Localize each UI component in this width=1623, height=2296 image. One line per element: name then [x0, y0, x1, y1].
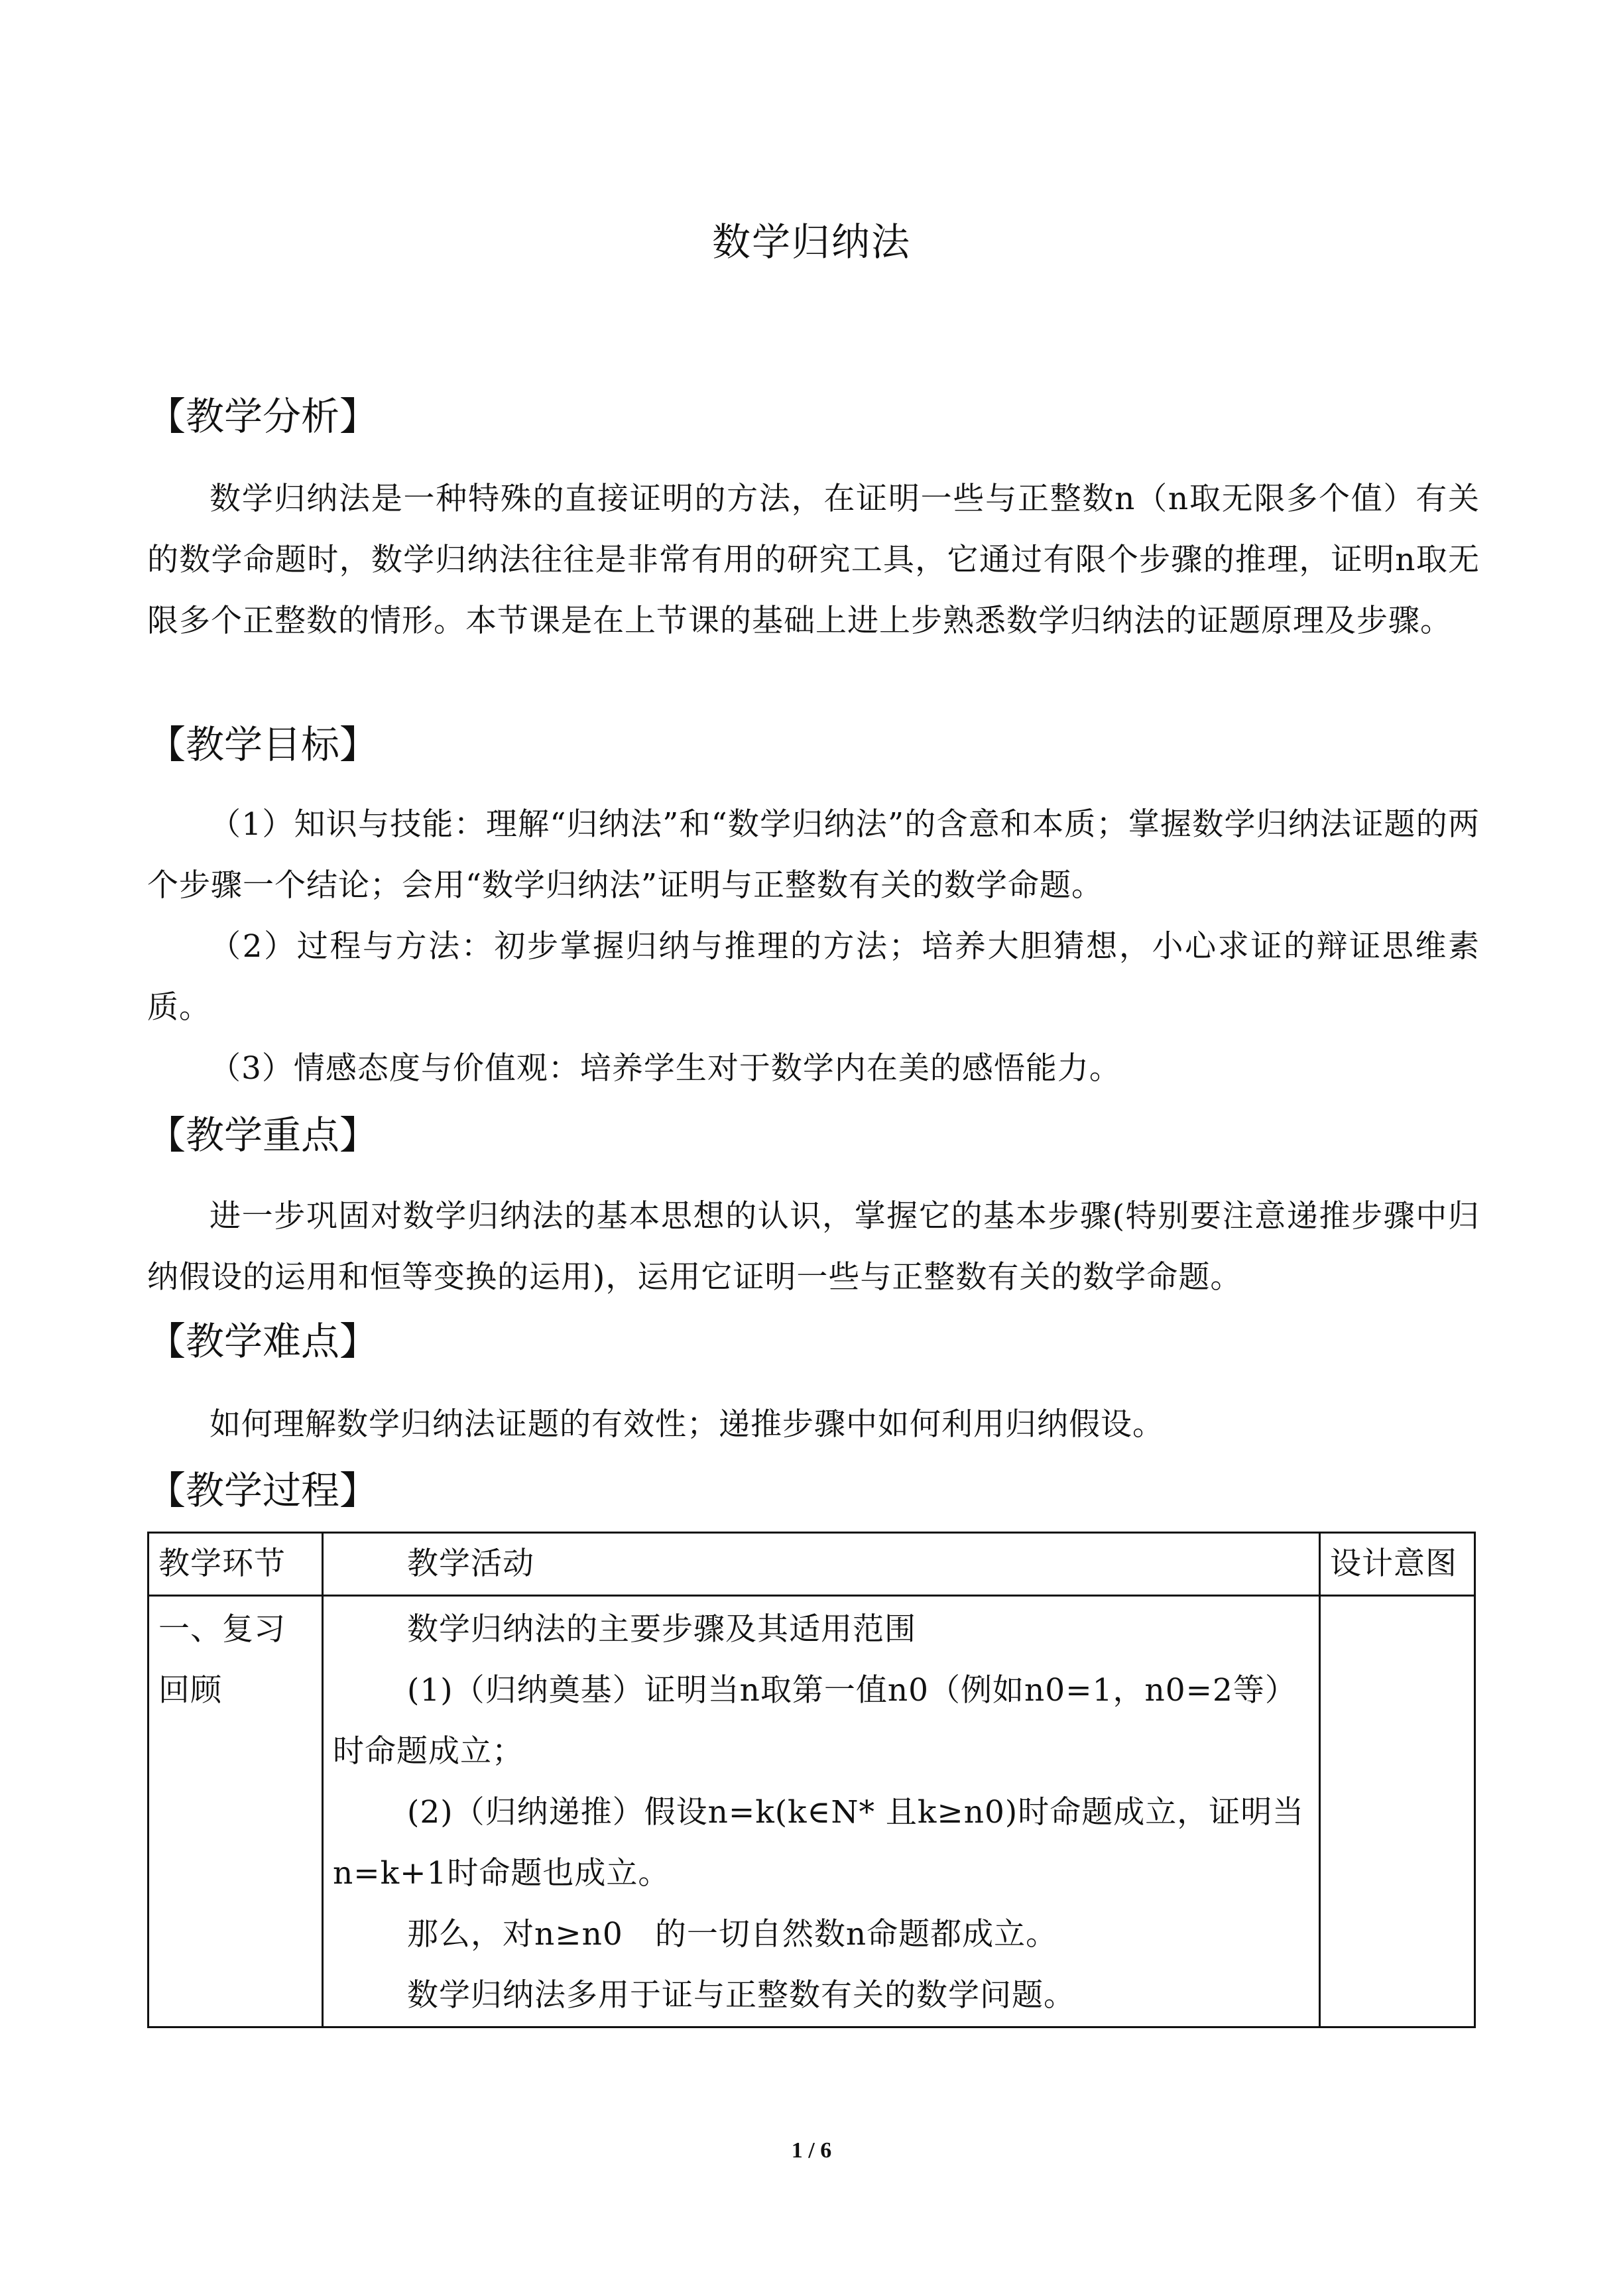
header-activity — [323, 1533, 1320, 1596]
difficulties-text: 如何理解数学归纳法证题的有效性；递推步骤中如何利用归纳假设。 — [210, 1406, 1164, 1443]
page-number: 1 / 6 — [791, 2138, 832, 2163]
table-row — [149, 1596, 1475, 2027]
heading-difficulties: 【教学难点】 — [147, 1319, 379, 1364]
activity-line: (2)（归纳递推）假设n=k(k∈N* 且k≥n0)时命题成立，证明当n=k+1时命题也成立。 — [333, 1794, 1305, 1892]
objective-item: （2）过程与方法：初步掌握归纳与推理的方法；培养大胆猜想，小心求证的辩证思维素质。 — [147, 928, 1480, 1026]
row-stage: 一、复习回顾 — [149, 1596, 323, 2027]
heading-objectives: 【教学目标】 — [147, 722, 379, 767]
row-intent — [1320, 1596, 1475, 2027]
key-points-text: 进一步巩固对数学归纳法的基本思想的认识，掌握它的基本步骤(特别要注意递推步骤中归纳假设的运用和恒等变换的运用)，运用它证明一些与正整数有关的数学命题。 — [147, 1198, 1480, 1296]
objectives-list — [147, 794, 1480, 1099]
difficulties-paragraph — [147, 1394, 1480, 1455]
activity-line: (1)（归纳奠基）证明当n取第一值n0（例如n0=1，n0=2等）时命题成立； — [333, 1672, 1297, 1770]
document-title: 数学归纳法 — [711, 219, 911, 265]
table-header-row — [149, 1533, 1475, 1596]
key-points-paragraph — [147, 1186, 1480, 1308]
header-intent: 设计意图 — [1320, 1533, 1475, 1596]
activity-line: 数学归纳法多用于证与正整数有关的数学问题。 — [407, 1977, 1075, 2014]
objective-item: （3）情感态度与价值观：培养学生对于数学内在美的感悟能力。 — [210, 1050, 1121, 1087]
objective-item: （1）知识与技能：理解“归纳法”和“数学归纳法”的含意和本质；掌握数学归纳法证题的两个步骤一个结论；会用“数学归纳法”证明与正整数有关的数学命题。 — [147, 806, 1480, 904]
activity-line: 数学归纳法的主要步骤及其适用范围 — [407, 1611, 916, 1648]
header-activity-label: 教学活动 — [407, 1545, 534, 1582]
analysis-paragraph — [147, 469, 1480, 652]
heading-process: 【教学过程】 — [147, 1468, 379, 1513]
analysis-text: 数学归纳法是一种特殊的直接证明的方法，在证明一些与正整数n（n取无限多个值）有关的数学命题时，数学归纳法往往是非常有用的研究工具，它通过有限个步骤的推理，证明n取无限多个正整数的情形。本节课是在上节课的基础上进上步熟悉数学归纳法的证题原理及步骤。 — [147, 481, 1480, 639]
row-activity — [323, 1596, 1320, 2027]
heading-analysis: 【教学分析】 — [147, 394, 379, 439]
process-table — [147, 1532, 1476, 2028]
activity-line: 那么，对n≥n0 的一切自然数n命题都成立。 — [407, 1916, 1058, 1953]
header-stage: 教学环节 — [149, 1533, 323, 1596]
heading-key-points: 【教学重点】 — [147, 1113, 379, 1158]
